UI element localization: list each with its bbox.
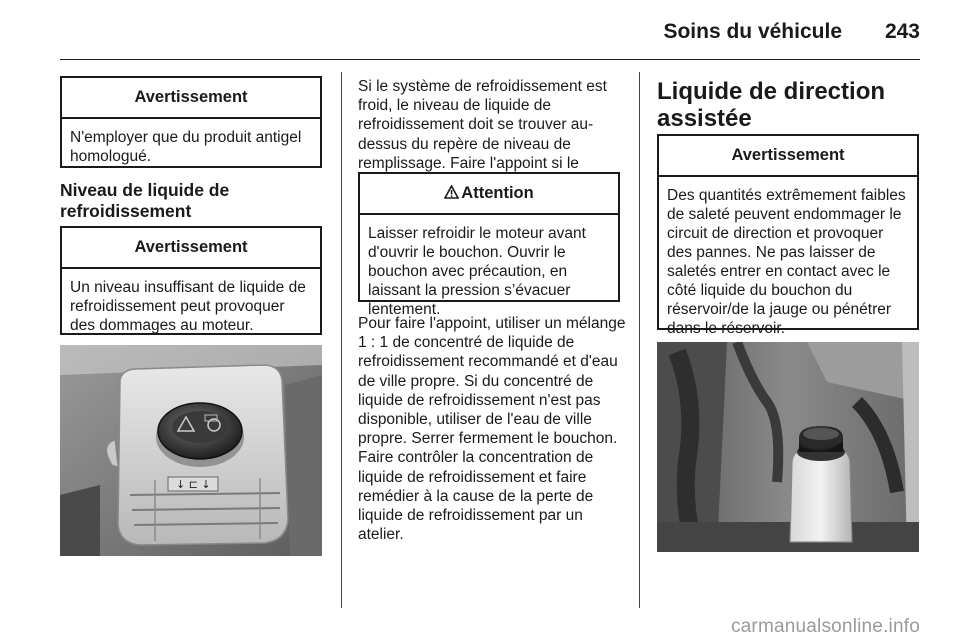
page-number: 243 — [884, 20, 920, 43]
warning-box-title: Avertissement — [62, 78, 320, 119]
coolant-level-paragraph: Si le système de refroidissement est froid, le niveau de liquide de refroidissement doit se trouver au-dessus du repère de niveau de remplissage. Faire l'appoint si le — [358, 78, 607, 172]
svg-text:↓ ⊏ ↓: ↓ ⊏ ↓ — [176, 478, 211, 491]
column-divider-right — [639, 72, 640, 608]
warning-box-text: Des quantités extrêmement faibles de saleté peuvent endommager le circuit de direction et provoquer des pannes. Ne pas laisser de saletés entrer en contact avec le côté liquide du bouchon du réservoir/de la jauge ou pénétrer dans le réservoir. — [667, 187, 906, 337]
page-header-title: Soins du véhicule — [663, 20, 842, 43]
warning-box-coolant-level — [60, 226, 322, 335]
coolant-reservoir-illustration — [60, 345, 322, 556]
caution-box-cap — [358, 172, 620, 318]
power-steering-reservoir-illustration — [657, 342, 919, 552]
refill-instructions-paragraph: Pour faire l'appoint, utiliser un mélange 1 : 1 de concentré de liquide de refroidissement recommandé et d'eau de ville propre. Si du concentré de liquide de refroidissement n'est pas disponible, utiliser de l'eau de ville propre. Serrer fermement le bouchon. Faire contrôler la concentration de liquide de refroidissement et faire remédier à la cause de la perte de liquide de refroidissement par un atelier. — [358, 315, 626, 544]
warning-box-title: Avertissement — [62, 228, 320, 269]
caution-title-text: Attention — [461, 184, 534, 202]
caution-box-title — [360, 174, 618, 215]
caution-box-text: Laisser refroidir le moteur avant d'ouvrir le bouchon. Ouvrir le bouchon avec précaution, en laissant la pression s’évacuer lentement. — [368, 225, 586, 318]
column-divider-left — [341, 72, 342, 608]
warning-triangle-icon — [444, 185, 459, 203]
warning-box-text: N'employer que du produit antigel homologué. — [70, 129, 302, 165]
warning-box-title: Avertissement — [659, 136, 917, 177]
warning-box-antifreeze — [60, 76, 322, 168]
footer-watermark: carmanualsonline.info — [730, 616, 920, 637]
warning-box-power-steering — [657, 134, 919, 337]
power-steering-reservoir-photo — [657, 342, 919, 552]
header-divider — [60, 59, 920, 60]
section-heading-power-steering: Liquide de direction assistée — [657, 78, 886, 132]
warning-box-text: Un niveau insuffisant de liquide de refroidissement peut provoquer des dommages au moteur. — [70, 279, 306, 334]
coolant-reservoir-photo — [60, 345, 322, 556]
section-heading-coolant: Niveau de liquide de refroidissement — [60, 180, 230, 221]
